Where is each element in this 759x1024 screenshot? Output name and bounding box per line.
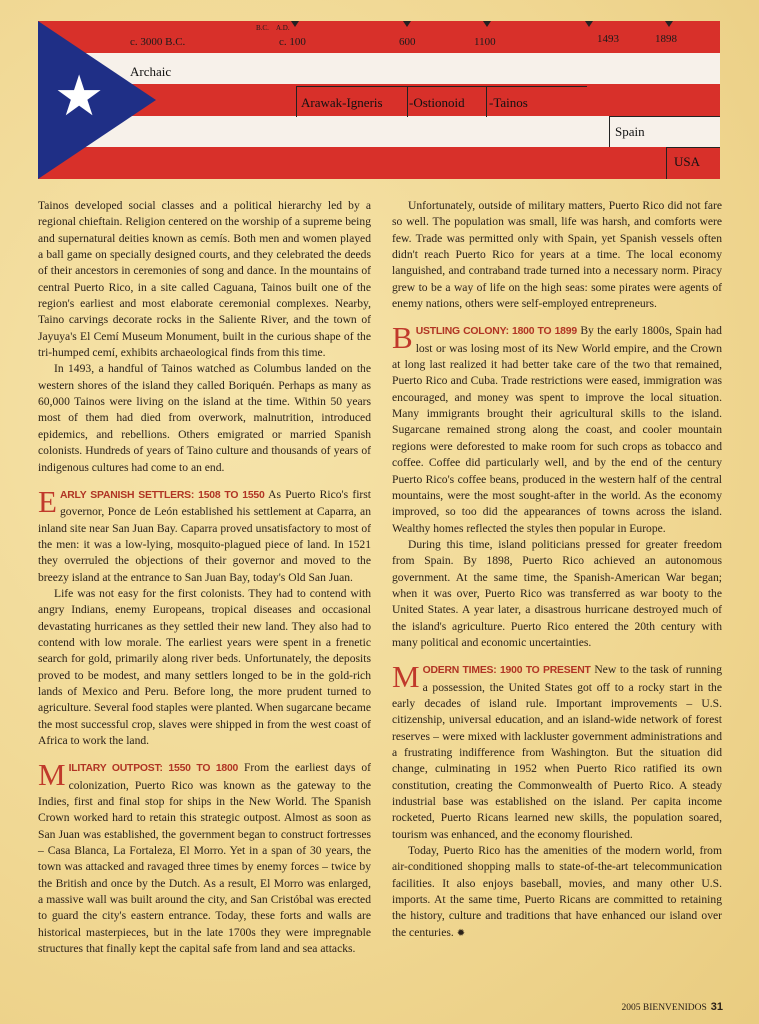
- paragraph: In 1493, a handful of Tainos watched as Columbus landed on the western shores of the island they called Boriquén. Perhaps as many as 60,000 Tainos were living on the island at the time. Within 50 years most of them had died from overwork, malnutrition, introduced epidemics, and rebellions. Others emigrated or married Spanish colonists. Hundreds of years of Taino culture and thousands of years of indigenous cultures had come to an end.: [38, 362, 371, 474]
- paragraph: Life was not easy for the first colonists. They had to contend with angry Indians, enemy Europeans, tropical diseases and occasional devastating hurricanes as they settled their new land. They also had to contend with low morale. The earliest years were spent in a frenetic search for gold, primarily along river beds. Unfortunately, the deposits proved to be modest, and many settlers longed to be in the gold-rich lands of Mexico and Peru. Before long, the more prudent turned to agriculture. Several food staples were planted. When sugarcane became the most successful crop, slaves were shipped in from the west coast of Africa to work the land.: [38, 586, 371, 747]
- timeline-date: 1898: [655, 33, 677, 45]
- right-column: [392, 198, 722, 942]
- drop-cap: M: [392, 659, 420, 695]
- bc-label: B.C.: [256, 24, 269, 32]
- era-spain: Spain: [615, 124, 645, 139]
- section-early-spanish-settlers: [38, 483, 372, 586]
- section-heading: ODERN TIMES: 1900 TO PRESENT: [422, 665, 591, 677]
- section-modern-times: [392, 659, 722, 843]
- publication-name: 2005 BIENVENIDOS: [621, 1003, 707, 1013]
- star-icon: ★: [54, 64, 105, 129]
- section-text: As Puerto Rico's first governor, Ponce de León established his settlement at Caparra, an inland site near San Juan Bay. Caparra proved unsatisfactory to most of the men: it was a low-lying, mosquito-plagued piece of land. In 1521 they overruled the objections of their governor and moved to the breezy island at the entrance to San Juan Bay, today's Old San Juan.: [38, 487, 372, 584]
- timeline-flag: [38, 21, 720, 179]
- section-text: By the early 1800s, Spain had lost or was losing most of its New World empire, and the Crown at long last realized it had better take care of the two that remained, Puerto Rico and Cuba. Trade restrictions were eased, immigration was encouraged, and money was spent to improve the local situation. Many immigrants brought their agricultural skills to the island. Sugarcane remained strong along the coast, and cooler mountain regions were deforested to make room for such crops as tobacco and coffee. Coffee did particularly well, and by the end of the century Puerto Rico's coffee beans, produced in the western half of the central mountains, were the most sought-after in the world. As the economy improved, so too did the appearances of towns across the island. Wealthy homes reflected the styles then popular in Europe.: [392, 324, 722, 535]
- era-archaic: Archaic: [130, 64, 172, 79]
- section-heading: ILITARY OUTPOST: 1550 TO 1800: [68, 763, 239, 775]
- timeline-tick: [403, 21, 411, 27]
- page-number: 31: [710, 1001, 723, 1013]
- timeline-date: c. 3000 B.C.: [130, 36, 186, 48]
- section-text: New to the task of running a possession, the United States got off to a rocky start in the early decades of island rule. Important improvements – U.S. citizenship, universal education, and an island-wide network of forest reserves – were mixed with lackluster government administrations and a frustrating indifference from Washington. But the situation did change, culminating in 1952 when Puerto Rico ratified its own constitution, creating the Commonwealth of Puerto Rico. A steady industrial base was established on the island. Per capita income rocketed, Puerto Ricans learned new skills, the population soared, tourism was enhanced, and the economy flourished.: [392, 663, 722, 841]
- end-mark-icon: ✹: [456, 927, 466, 939]
- era-arawak: Arawak-Igneris: [301, 95, 383, 110]
- timeline-date: 1493: [597, 33, 619, 45]
- paragraph: Unfortunately, outside of military matters, Puerto Rico did not fare so well. The population was small, life was harsh, and comforts were few. Trade was permitted only with Spain, yet Spanish vessels often didn't reach Puerto Rico for years at a time. The local economy languished, and contraband trade turned into a necessary norm. Piracy grew to be a way of life on the high seas: some pirates were agents of enemy nations, others were self-employed entrepreneurs.: [392, 199, 722, 311]
- timeline-date: c. 100: [279, 36, 306, 48]
- section-military-outpost: [38, 757, 371, 957]
- timeline-tick: [291, 21, 299, 27]
- timeline-tick: [483, 21, 491, 27]
- ad-label: A.D.: [276, 24, 290, 32]
- era-tainos: -Tainos: [489, 95, 528, 110]
- closing-text: Today, Puerto Rico has the amenities of the modern world, from air-conditioned shopping malls to state-of-the-art telecommunication facilities. It also enjoys baseball, movies, and many other U.S. imports. At the same time, Puerto Ricans are committed to retaining the history, culture and traditions that have enhanced our island over the centuries.: [392, 844, 722, 939]
- timeline-tick: [665, 21, 673, 27]
- left-column: [38, 198, 371, 957]
- section-text: From the earliest days of colonization, Puerto Rico was known as the gateway to the Indies, first and final stop for ships in the New World. The Spanish Crown worked hard to retain this strategic outpost. Almost as soon as San Juan was established, the government began to construct fortresses – Casa Blanca, La Fortaleza, El Morro. Yet in a span of 30 years, the town was attacked and ravaged three times by enemy forces – twice by the British and once by the Dutch. As a result, El Morro was enlarged, a massive wall was built around the city, and San Cristóbal was erected to guard the city's eastern entrance. Today, these forts and walls are historical masterpieces, but in the late 1700s they were impregnable structures that finally kept the capital safe from land and sea attacks.: [38, 761, 371, 956]
- paragraph: [392, 843, 722, 942]
- section-heading: ARLY SPANISH SETTLERS: 1508 TO 1550: [59, 489, 265, 501]
- section-bustling-colony: [392, 320, 722, 536]
- paragraph: Tainos developed social classes and a political hierarchy led by a regional chieftain. Religion centered on the worship of a supreme being and supernatural deities known as cemís. Both men and women played a ball game on specially designed courts, and they celebrated the deeds of their ancestors in ceremonies of song and dance. In the mountains of central Puerto Rico, in a site called Caguana, Tainos built one of the region's earliest and most elaborate ceremonial complexes. Nearby, Taino carvings decorate rocks in the Saliente River, and the town of Jayuya's El Cemí Museum Monument, built in the curious shape of the tri-humped cemí, exhibits archaeological finds from this time.: [38, 199, 371, 360]
- timeline-date: 600: [399, 36, 416, 48]
- section-heading: USTLING COLONY: 1800 TO 1899: [415, 326, 577, 338]
- drop-cap: M: [38, 757, 66, 793]
- era-ostionoid: -Ostionoid: [409, 95, 465, 110]
- timeline-tick: [585, 21, 593, 27]
- era-usa: USA: [674, 154, 701, 169]
- drop-cap: E: [38, 483, 57, 519]
- timeline-date: 1100: [474, 36, 496, 48]
- paragraph: During this time, island politicians pressed for greater freedom from Spain. By 1898, Puerto Rico achieved an autonomous government. At the same time, the Spanish-American War began; when it was over, Puerto Rico was transferred as war booty to the United States. A year later, a disastrous hurricane destroyed much of the island's agriculture. Puerto Rico entered the 20th century with many political and economic uncertainties.: [392, 537, 722, 649]
- drop-cap: B: [392, 320, 413, 356]
- page-footer: [622, 1001, 723, 1013]
